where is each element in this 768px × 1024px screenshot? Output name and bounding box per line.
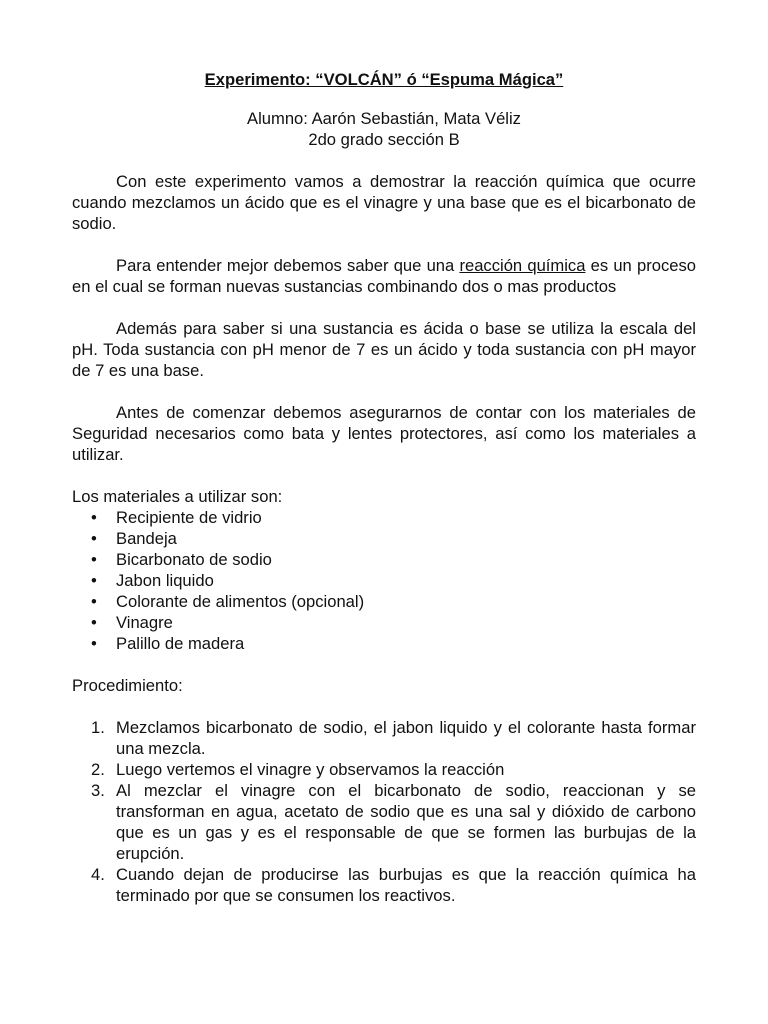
list-item (72, 633, 696, 654)
underlined-term: reacción química (459, 256, 586, 275)
paragraph-definition (72, 255, 696, 297)
step-text: Al mezclar el vinagre con el bicarbonato de sodio, reaccionan y se transforman en agua, acetato de sodio que es una sal y dióxido de carbono que es un gas y es el responsable de que se formen las burbujas de la erupción. (116, 781, 696, 863)
procedure-step (72, 759, 696, 780)
list-item-text: Colorante de alimentos (opcional) (116, 592, 365, 611)
bullet-icon: • (91, 592, 97, 611)
paragraph-ph: Además para saber si una sustancia es ácida o base se utiliza la escala del pH. Toda sustancia con pH menor de 7 es un ácido y toda sustancia con pH mayor de 7 es una base. (72, 319, 696, 380)
procedure-steps (72, 717, 696, 906)
step-text: Cuando dejan de producirse las burbujas es que la reacción química ha terminado por que se consumen los reactivos. (116, 865, 696, 905)
bullet-icon: • (91, 613, 97, 632)
step-text: Luego vertemos el vinagre y observamos la reacción (116, 760, 505, 779)
list-item-text: Palillo de madera (116, 634, 245, 653)
paragraph-definition-start: Para entender mejor debemos saber que una (116, 256, 460, 275)
paragraph-safety: Antes de comenzar debemos asegurarnos de contar con los materiales de Seguridad necesarios como bata y lentes protectores, así como los materiales a utilizar. (72, 403, 696, 464)
procedure-step (72, 717, 696, 759)
list-item (72, 591, 696, 612)
list-item-text: Bicarbonato de sodio (116, 550, 272, 569)
student-info (72, 108, 696, 150)
list-item (72, 549, 696, 570)
bullet-icon: • (91, 634, 97, 653)
procedure-step (72, 780, 696, 864)
procedure-heading: Procedimiento: (72, 676, 183, 695)
paragraph-intro: Con este experimento vamos a demostrar la reacción química que ocurre cuando mezclamos un ácido que es el vinagre y una base que es el bicarbonato de sodio. (72, 172, 696, 233)
paragraph-definition-end: es un proceso en el cual se forman nuevas sustancias combinando dos o mas productos (72, 256, 697, 296)
bullet-icon: • (91, 571, 97, 590)
grade-section: 2do grado sección B (308, 130, 460, 149)
materials-list (72, 507, 696, 654)
step-number: 2. (91, 760, 105, 779)
list-item (72, 528, 696, 549)
student-name: Alumno: Aarón Sebastián, Mata Véliz (247, 109, 521, 128)
list-item-text: Bandeja (116, 529, 177, 548)
step-number: 1. (91, 718, 105, 737)
list-item (72, 612, 696, 633)
step-number: 3. (91, 781, 105, 800)
bullet-icon: • (91, 550, 97, 569)
list-item (72, 507, 696, 528)
bullet-icon: • (91, 529, 97, 548)
procedure-step (72, 864, 696, 906)
list-item-text: Recipiente de vidrio (116, 508, 262, 527)
list-item (72, 570, 696, 591)
list-item-text: Vinagre (116, 613, 173, 632)
bullet-icon: • (91, 508, 97, 527)
step-number: 4. (91, 865, 105, 884)
step-text: Mezclamos bicarbonato de sodio, el jabon liquido y el colorante hasta formar una mezcla. (116, 718, 696, 758)
list-item-text: Jabon liquido (116, 571, 214, 590)
document-title: Experimento: “VOLCÁN” ó “Espuma Mágica” (204, 70, 564, 89)
materials-heading: Los materiales a utilizar son: (72, 487, 283, 506)
